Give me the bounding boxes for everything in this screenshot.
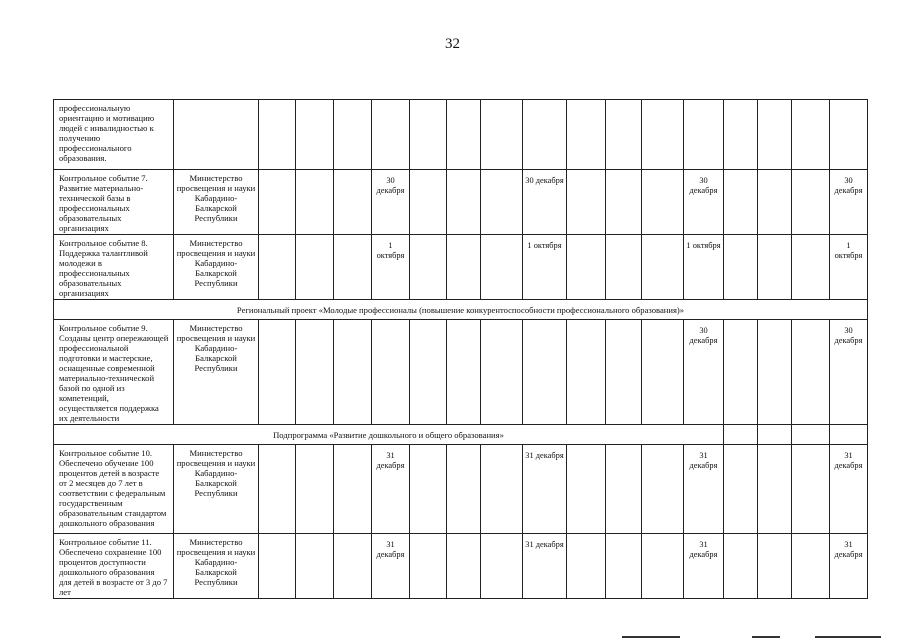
event-description: профессиональную ориентацию и мотивацию людей с инвалидностью к получению профессионального образования. <box>54 100 174 170</box>
section-row <box>54 425 868 445</box>
deadline-date: 30 декабря <box>684 320 724 425</box>
table-row <box>54 235 868 300</box>
deadline-date: 30 декабря <box>830 320 868 425</box>
responsible-ministry: Министерство просвещения и науки Кабардино-Балкарской Республики <box>174 235 259 300</box>
event-description: Контрольное событие 8. Поддержка талантливой молодежи в профессиональных образовательных организациях <box>54 235 174 300</box>
control-events-table <box>53 99 868 599</box>
deadline-date: 30 декабря <box>372 170 410 235</box>
deadline-date: 1 октября <box>684 235 724 300</box>
scan-artifact-mark <box>622 636 680 638</box>
page-number: 32 <box>445 36 460 52</box>
deadline-date: 31 декабря <box>830 445 868 534</box>
subprogram-heading: Подпрограмма «Развитие дошкольного и общего образования» <box>54 425 724 445</box>
scan-artifact-mark <box>752 636 780 638</box>
deadline-date: 30 декабря <box>523 170 567 235</box>
responsible-ministry: Министерство просвещения и науки Кабардино-Балкарской Республики <box>174 320 259 425</box>
deadline-date: 31 декабря <box>523 534 567 599</box>
deadline-date: 1 октября <box>830 235 868 300</box>
deadline-date: 31 декабря <box>684 534 724 599</box>
deadline-date: 30 декабря <box>830 170 868 235</box>
responsible-ministry: Министерство просвещения и науки Кабардино-Балкарской Республики <box>174 170 259 235</box>
table-row <box>54 534 868 599</box>
section-row <box>54 300 868 320</box>
event-description: Контрольное событие 9. Созданы центр опережающей профессиональной подготовки и мастерские, оснащенные современной материально-технической базой по одной из компетенций, осуществляется поддержка их деятельности <box>54 320 174 425</box>
table-row <box>54 445 868 534</box>
deadline-date: 31 декабря <box>830 534 868 599</box>
regional-project-heading: Региональный проект «Молодые профессионалы (повышение конкурентоспособности профессионального образования)» <box>54 300 868 320</box>
table-row <box>54 320 868 425</box>
deadline-date: 31 декабря <box>523 445 567 534</box>
table-row <box>54 170 868 235</box>
deadline-date: 31 декабря <box>372 534 410 599</box>
table-row <box>54 100 868 170</box>
deadline-date: 31 декабря <box>684 445 724 534</box>
event-description: Контрольное событие 10. Обеспечено обучение 100 процентов детей в возрасте от 2 месяцев до 7 лет в соответствии с федеральным государственным образовательным стандартом дошкольного образования <box>54 445 174 534</box>
event-description: Контрольное событие 11. Обеспечено сохранение 100 процентов доступности дошкольного образования для детей в возрасте от 3 до 7 лет <box>54 534 174 599</box>
event-description: Контрольное событие 7. Развитие материально-технической базы в профессиональных образовательных организациях <box>54 170 174 235</box>
deadline-date: 1 октября <box>372 235 410 300</box>
deadline-date: 30 декабря <box>684 170 724 235</box>
deadline-date: 31 декабря <box>372 445 410 534</box>
scan-artifact-mark <box>815 636 881 638</box>
deadline-date: 1 октября <box>523 235 567 300</box>
responsible-ministry: Министерство просвещения и науки Кабардино-Балкарской Республики <box>174 534 259 599</box>
responsible-ministry: Министерство просвещения и науки Кабардино-Балкарской Республики <box>174 445 259 534</box>
